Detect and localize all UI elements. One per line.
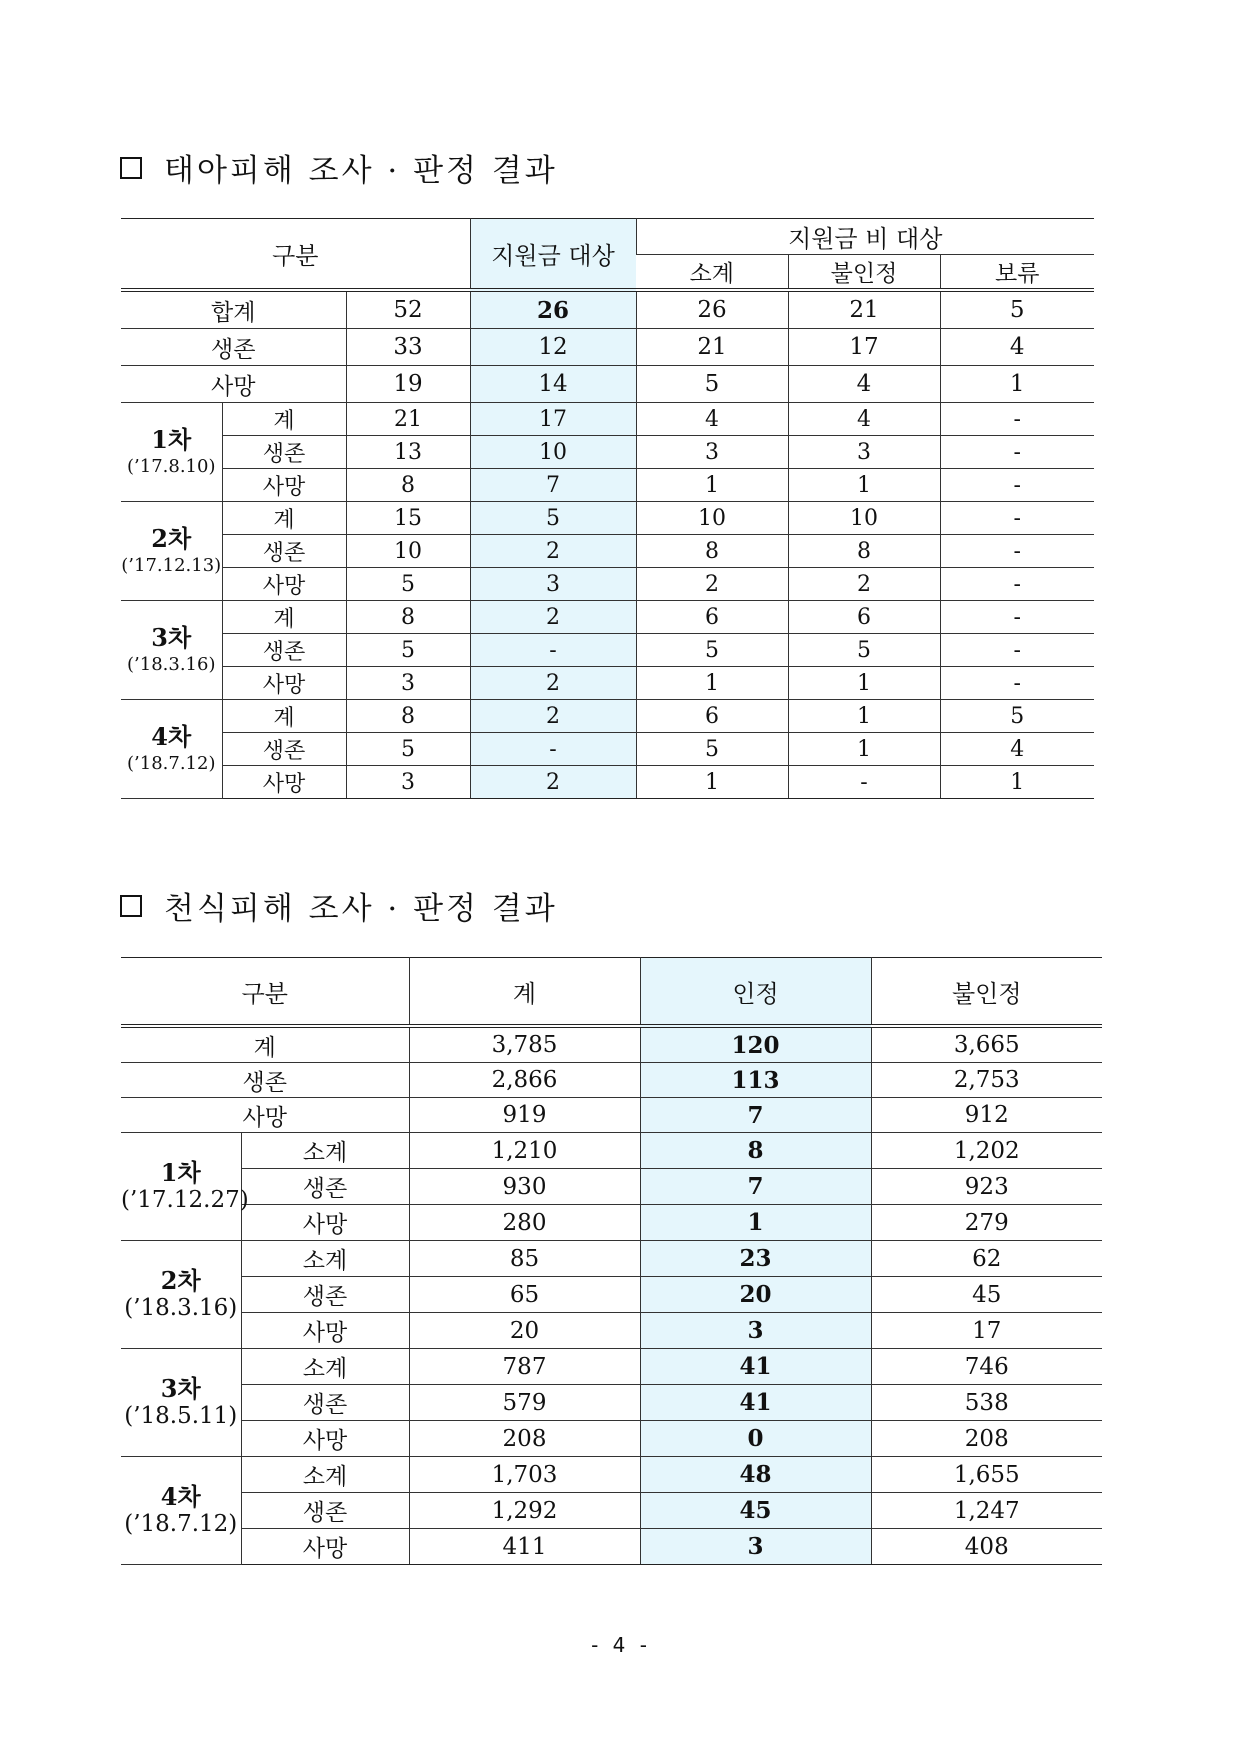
- header-non-support-target: 지원금 비 대상: [636, 219, 1094, 255]
- rejected-cell: 17: [788, 329, 940, 366]
- rejected-cell: 1,247: [871, 1493, 1102, 1529]
- header-support-target: 지원금 대상: [470, 219, 636, 291]
- subtotal-cell: 3: [636, 436, 788, 469]
- rejected-cell: 6: [788, 601, 940, 634]
- table-row: [121, 469, 1094, 502]
- subtotal-cell: 6: [636, 601, 788, 634]
- round-name: 4차: [160, 1482, 201, 1512]
- total-cell: 65: [409, 1277, 640, 1313]
- support-cell: 2: [470, 667, 636, 700]
- total-cell: 579: [409, 1385, 640, 1421]
- table-row: [121, 1529, 1102, 1565]
- row-label: 생존: [241, 1277, 409, 1313]
- row-label: 생존: [222, 436, 346, 469]
- rejected-cell: 3,665: [871, 1026, 1102, 1063]
- round-name: 1차: [160, 1158, 201, 1188]
- total-cell: 1,292: [409, 1493, 640, 1529]
- row-label: 사망: [222, 469, 346, 502]
- support-cell: 2: [470, 700, 636, 733]
- round-date: (’18.7.12): [124, 1511, 238, 1538]
- approved-cell: 113: [640, 1063, 871, 1098]
- rejected-cell: 912: [871, 1098, 1102, 1133]
- table-row: [121, 1493, 1102, 1529]
- row-label: 생존: [241, 1169, 409, 1205]
- table-row: [121, 1385, 1102, 1421]
- table-row: [121, 1277, 1102, 1313]
- pending-cell: -: [940, 667, 1094, 700]
- support-cell: 2: [470, 601, 636, 634]
- support-cell: 2: [470, 766, 636, 799]
- approved-cell: 20: [640, 1277, 871, 1313]
- subtotal-cell: 6: [636, 700, 788, 733]
- round-group-cell: [121, 1241, 241, 1349]
- support-cell: -: [470, 634, 636, 667]
- section1-title: 태아피해 조사 · 판정 결과: [164, 153, 558, 189]
- round-group-cell: [121, 601, 222, 700]
- table-row: [121, 1313, 1102, 1349]
- row-label: 계: [222, 700, 346, 733]
- round-group-cell: [121, 1349, 241, 1457]
- header-pending: 보류: [940, 255, 1094, 291]
- row-label: 계: [222, 601, 346, 634]
- summary-row: [121, 329, 1094, 366]
- rejected-cell: 4: [788, 366, 940, 403]
- round-group-cell: [121, 700, 222, 799]
- total-cell: 20: [409, 1313, 640, 1349]
- round-name: 2차: [151, 523, 192, 553]
- total-cell: 3: [346, 667, 470, 700]
- pending-cell: 5: [940, 700, 1094, 733]
- rejected-cell: -: [788, 766, 940, 799]
- checkbox-square-icon: [120, 157, 142, 179]
- rejected-cell: 17: [871, 1313, 1102, 1349]
- total-cell: 3,785: [409, 1026, 640, 1063]
- support-cell: 26: [470, 290, 636, 329]
- round-date: (’18.5.11): [124, 1403, 238, 1430]
- rejected-cell: 408: [871, 1529, 1102, 1565]
- rejected-cell: 62: [871, 1241, 1102, 1277]
- header-total: 계: [409, 958, 640, 1027]
- row-label: 생존: [241, 1493, 409, 1529]
- pending-cell: 5: [940, 290, 1094, 329]
- rejected-cell: 1: [788, 469, 940, 502]
- row-label: 계: [121, 1026, 409, 1063]
- row-label: 소계: [241, 1133, 409, 1169]
- round-group-cell: [121, 502, 222, 601]
- table-row: [121, 1133, 1102, 1169]
- row-label: 소계: [241, 1349, 409, 1385]
- total-cell: 208: [409, 1421, 640, 1457]
- rejected-cell: 2,753: [871, 1063, 1102, 1098]
- rejected-cell: 5: [788, 634, 940, 667]
- round-name: 2차: [160, 1266, 201, 1296]
- row-label: 생존: [222, 535, 346, 568]
- row-label: 생존: [222, 634, 346, 667]
- subtotal-cell: 8: [636, 535, 788, 568]
- approved-cell: 3: [640, 1529, 871, 1565]
- row-label: 생존: [241, 1385, 409, 1421]
- table-row: [121, 634, 1094, 667]
- total-cell: 85: [409, 1241, 640, 1277]
- pending-cell: 1: [940, 766, 1094, 799]
- table-row: [121, 667, 1094, 700]
- total-cell: 5: [346, 733, 470, 766]
- row-label: 생존: [121, 1063, 409, 1098]
- rejected-cell: 1: [788, 667, 940, 700]
- summary-row: [121, 290, 1094, 329]
- rejected-cell: 21: [788, 290, 940, 329]
- rejected-cell: 279: [871, 1205, 1102, 1241]
- table-row: [121, 601, 1094, 634]
- total-cell: 787: [409, 1349, 640, 1385]
- approved-cell: 8: [640, 1133, 871, 1169]
- support-cell: 2: [470, 535, 636, 568]
- subtotal-cell: 4: [636, 403, 788, 436]
- pending-cell: -: [940, 568, 1094, 601]
- round-name: 1차: [151, 424, 192, 454]
- table-row: [121, 1421, 1102, 1457]
- total-cell: 15: [346, 502, 470, 535]
- subtotal-cell: 21: [636, 329, 788, 366]
- approved-cell: 7: [640, 1169, 871, 1205]
- total-cell: 2,866: [409, 1063, 640, 1098]
- subtotal-cell: 5: [636, 634, 788, 667]
- total-cell: 52: [346, 290, 470, 329]
- table-row: [121, 1241, 1102, 1277]
- row-label: 사망: [241, 1313, 409, 1349]
- summary-row: [121, 1026, 1102, 1063]
- total-cell: 280: [409, 1205, 640, 1241]
- row-label: 소계: [241, 1241, 409, 1277]
- row-label: 생존: [121, 329, 346, 366]
- approved-cell: 1: [640, 1205, 871, 1241]
- total-cell: 33: [346, 329, 470, 366]
- table-row: [121, 403, 1094, 436]
- round-name: 3차: [160, 1374, 201, 1404]
- row-label: 사망: [121, 1098, 409, 1133]
- table-row: [121, 535, 1094, 568]
- total-cell: 8: [346, 601, 470, 634]
- row-label: 계: [222, 403, 346, 436]
- rejected-cell: 1,655: [871, 1457, 1102, 1493]
- approved-cell: 41: [640, 1349, 871, 1385]
- approved-cell: 120: [640, 1026, 871, 1063]
- row-label: 사망: [241, 1529, 409, 1565]
- support-cell: 7: [470, 469, 636, 502]
- pending-cell: -: [940, 469, 1094, 502]
- total-cell: 3: [346, 766, 470, 799]
- pending-cell: -: [940, 502, 1094, 535]
- round-group-cell: [121, 1133, 249, 1241]
- rejected-cell: 4: [788, 403, 940, 436]
- table-row: [121, 733, 1094, 766]
- pending-cell: -: [940, 601, 1094, 634]
- pending-cell: 1: [940, 366, 1094, 403]
- row-label: 계: [222, 502, 346, 535]
- row-label: 생존: [222, 733, 346, 766]
- rejected-cell: 923: [871, 1169, 1102, 1205]
- header-category: 구분: [121, 219, 470, 291]
- section2-heading: [120, 883, 558, 928]
- total-cell: 5: [346, 634, 470, 667]
- total-cell: 10: [346, 535, 470, 568]
- support-cell: 12: [470, 329, 636, 366]
- approved-cell: 23: [640, 1241, 871, 1277]
- round-date: (’18.3.16): [127, 654, 216, 676]
- support-cell: -: [470, 733, 636, 766]
- header-approved: 인정: [640, 958, 871, 1027]
- summary-row: [121, 1098, 1102, 1133]
- table-row: [121, 766, 1094, 799]
- summary-row: [121, 366, 1094, 403]
- table-row: [121, 700, 1094, 733]
- rejected-cell: 2: [788, 568, 940, 601]
- rejected-cell: 208: [871, 1421, 1102, 1457]
- pending-cell: -: [940, 403, 1094, 436]
- row-label: 사망: [121, 366, 346, 403]
- round-group-cell: [121, 1457, 241, 1565]
- header-category: 구분: [121, 958, 409, 1027]
- row-label: 소계: [241, 1457, 409, 1493]
- summary-row: [121, 1063, 1102, 1098]
- header-rejected: 불인정: [871, 958, 1102, 1027]
- total-cell: 21: [346, 403, 470, 436]
- table-row: [121, 1457, 1102, 1493]
- row-label: 사망: [241, 1421, 409, 1457]
- table-row: [121, 436, 1094, 469]
- table-row: [121, 502, 1094, 535]
- pending-cell: -: [940, 634, 1094, 667]
- approved-cell: 45: [640, 1493, 871, 1529]
- fetal-damage-table: [121, 218, 1094, 799]
- approved-cell: 0: [640, 1421, 871, 1457]
- total-cell: 8: [346, 700, 470, 733]
- round-group-cell: [121, 403, 222, 502]
- section2-title: 천식피해 조사 · 판정 결과: [164, 891, 558, 927]
- support-cell: 3: [470, 568, 636, 601]
- subtotal-cell: 1: [636, 469, 788, 502]
- table-row: [121, 1349, 1102, 1385]
- total-cell: 1,210: [409, 1133, 640, 1169]
- row-label: 사망: [222, 766, 346, 799]
- round-name: 4차: [151, 721, 192, 751]
- page-number: - 4 -: [591, 1633, 651, 1657]
- subtotal-cell: 1: [636, 766, 788, 799]
- checkbox-square-icon: [120, 895, 142, 917]
- round-date: (’17.12.13): [121, 555, 222, 577]
- subtotal-cell: 5: [636, 733, 788, 766]
- rejected-cell: 538: [871, 1385, 1102, 1421]
- rejected-cell: 10: [788, 502, 940, 535]
- total-cell: 19: [346, 366, 470, 403]
- section1-heading: [120, 145, 558, 190]
- header-rejected: 불인정: [788, 255, 940, 291]
- pending-cell: -: [940, 436, 1094, 469]
- round-date: (’18.3.16): [124, 1295, 238, 1322]
- table-row: [121, 568, 1094, 601]
- rejected-cell: 1,202: [871, 1133, 1102, 1169]
- row-label: 합계: [121, 290, 346, 329]
- subtotal-cell: 1: [636, 667, 788, 700]
- table-row: [121, 1169, 1102, 1205]
- total-cell: 8: [346, 469, 470, 502]
- rejected-cell: 8: [788, 535, 940, 568]
- subtotal-cell: 2: [636, 568, 788, 601]
- total-cell: 411: [409, 1529, 640, 1565]
- round-name: 3차: [151, 622, 192, 652]
- round-date: (’17.12.27): [121, 1187, 249, 1214]
- approved-cell: 41: [640, 1385, 871, 1421]
- approved-cell: 7: [640, 1098, 871, 1133]
- support-cell: 14: [470, 366, 636, 403]
- row-label: 사망: [222, 568, 346, 601]
- rejected-cell: 1: [788, 700, 940, 733]
- asthma-damage-table: [121, 957, 1102, 1565]
- table-row: [121, 1205, 1102, 1241]
- row-label: 사망: [222, 667, 346, 700]
- approved-cell: 48: [640, 1457, 871, 1493]
- pending-cell: 4: [940, 329, 1094, 366]
- round-date: (’17.8.10): [127, 456, 216, 478]
- total-cell: 5: [346, 568, 470, 601]
- pending-cell: 4: [940, 733, 1094, 766]
- support-cell: 17: [470, 403, 636, 436]
- rejected-cell: 45: [871, 1277, 1102, 1313]
- rejected-cell: 1: [788, 733, 940, 766]
- support-cell: 5: [470, 502, 636, 535]
- rejected-cell: 746: [871, 1349, 1102, 1385]
- support-cell: 10: [470, 436, 636, 469]
- header-subtotal: 소계: [636, 255, 788, 291]
- row-label: 사망: [241, 1205, 409, 1241]
- subtotal-cell: 10: [636, 502, 788, 535]
- total-cell: 13: [346, 436, 470, 469]
- subtotal-cell: 5: [636, 366, 788, 403]
- subtotal-cell: 26: [636, 290, 788, 329]
- pending-cell: -: [940, 535, 1094, 568]
- approved-cell: 3: [640, 1313, 871, 1349]
- total-cell: 1,703: [409, 1457, 640, 1493]
- rejected-cell: 3: [788, 436, 940, 469]
- round-date: (’18.7.12): [127, 753, 216, 775]
- total-cell: 919: [409, 1098, 640, 1133]
- total-cell: 930: [409, 1169, 640, 1205]
